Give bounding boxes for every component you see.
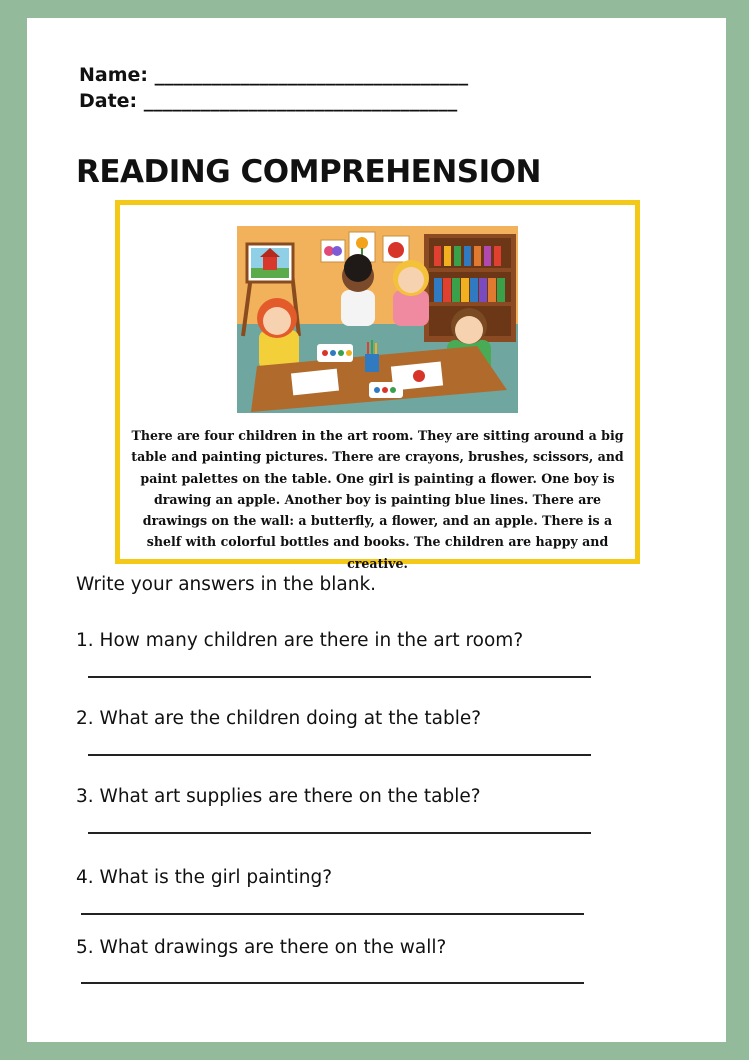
passage-box (115, 200, 640, 571)
answer-line-3[interactable] (88, 832, 591, 834)
answer-line-4[interactable] (81, 913, 584, 915)
question-4: 4. What is the girl painting? (76, 867, 333, 888)
art-room-illustration (237, 226, 518, 413)
question-1: 1. How many children are there in the art room? (76, 630, 524, 651)
answer-line-2[interactable] (88, 754, 591, 756)
instructions: Write your answers in the blank. (76, 574, 377, 595)
question-5: 5. What drawings are there on the wall? (76, 937, 447, 958)
child-girl-red (257, 298, 299, 370)
date-field[interactable]: Date: _________________________________ (79, 90, 458, 112)
page-title: READING COMPREHENSION (76, 154, 541, 190)
question-2: 2. What are the children doing at the table? (76, 708, 482, 729)
answer-line-1[interactable] (88, 676, 591, 678)
answer-line-5[interactable] (81, 982, 584, 984)
worksheet-page (27, 18, 726, 1042)
passage-text: There are four children in the art room. They are sitting around a big table and painting pictures. There are crayons, brushes, scissors, and paint palettes on the table. One girl is painting a flower. One boy is drawing an apple. Another boy is painting blue lines. There are drawings on the wall: a butterfly, a flower, and an apple. There is a shelf with colorful bottles and books. The children are happy and creative. (131, 428, 624, 571)
question-3: 3. What art supplies are there on the table? (76, 786, 481, 807)
child-girl-blonde (393, 260, 429, 326)
name-field[interactable]: Name: _________________________________ (79, 64, 469, 86)
